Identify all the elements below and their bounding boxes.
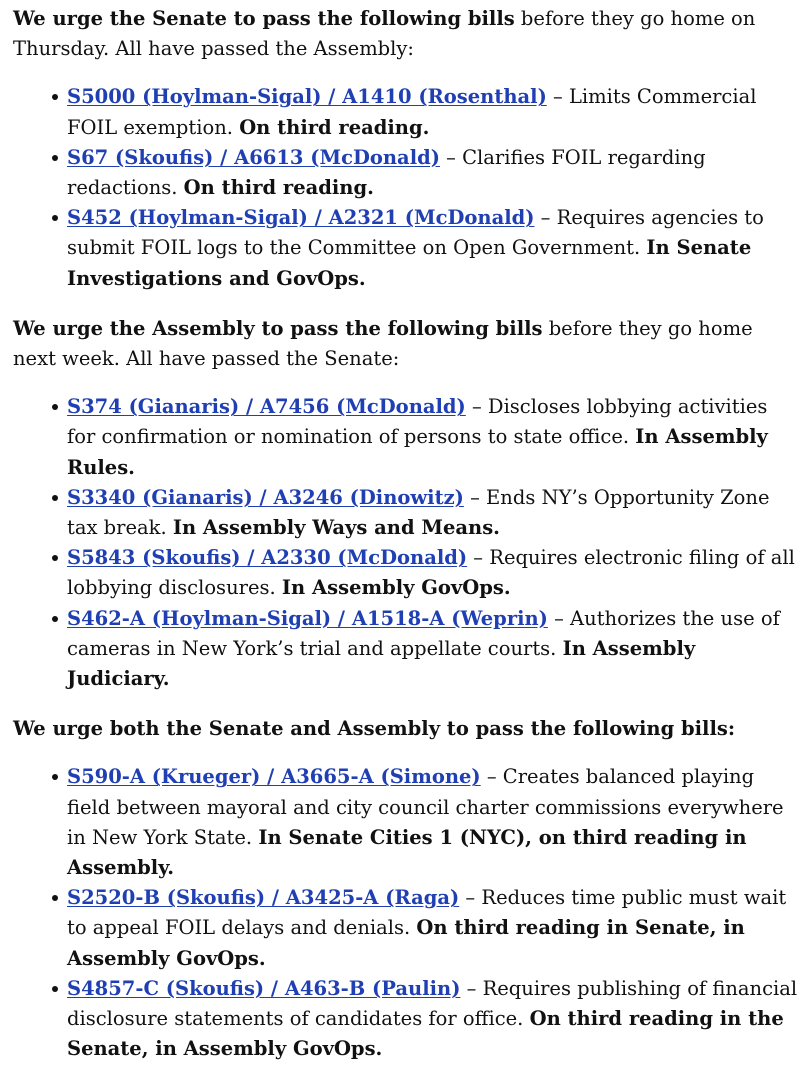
bill-status: On third reading in Senate, in Assembly GovOps. [67, 916, 745, 970]
senate-bill-list [13, 82, 798, 293]
bill-description: – Requires agencies to submit FOIL logs to the Committee on Open Government. [67, 206, 764, 260]
bill-link-s590a[interactable]: S590-A (Krueger) / A3665-A (Simone) [67, 765, 481, 789]
senate-intro-lead: We urge the Senate to pass the following bills [13, 7, 515, 30]
assembly-bill-list [13, 392, 798, 694]
bill-status: In Assembly GovOps. [281, 576, 511, 600]
bill-status: On third reading. [239, 115, 430, 139]
bill-description: – Clarifies FOIL regarding redactions. [67, 145, 706, 200]
list-item [13, 483, 798, 543]
assembly-intro-lead: We urge the Assembly to pass the following bills [13, 316, 543, 340]
list-item [13, 392, 798, 483]
bill-description: – Requires publishing of financial disclosure statements of candidates for office. [67, 976, 798, 1031]
bill-link-s4857c[interactable]: S4857-C (Skoufis) / A463-B (Paulin) [67, 976, 461, 1000]
both-bill-list [13, 762, 798, 1064]
list-item [13, 974, 798, 1065]
bill-link-s5843[interactable]: S5843 (Skoufis) / A2330 (McDonald) [67, 546, 468, 570]
bill-link-s67[interactable]: S67 (Skoufis) / A6613 (McDonald) [67, 145, 440, 169]
bill-status: In Senate Investigations and GovOps. [67, 236, 752, 290]
bill-description: – Limits Commercial FOIL exemption. [67, 85, 757, 139]
bill-status: In Senate Cities 1 (NYC), on third reading in Assembly. [67, 825, 747, 880]
list-item [13, 143, 798, 203]
assembly-intro [13, 314, 798, 374]
bill-status: In Assembly Ways and Means. [172, 516, 500, 540]
bill-link-s5000[interactable]: S5000 (Hoylman-Sigal) / A1410 (Rosenthal) [67, 85, 547, 109]
bill-link-s3340[interactable]: S3340 (Gianaris) / A3246 (Dinowitz) [67, 485, 464, 509]
bill-link-s2520b[interactable]: S2520-B (Skoufis) / A3425-A (Raga) [67, 886, 460, 910]
list-item [13, 762, 798, 883]
list-item [13, 203, 798, 294]
bill-link-s374[interactable]: S374 (Gianaris) / A7456 (McDonald) [67, 395, 466, 419]
both-intro [13, 714, 798, 744]
bill-status: On third reading. [183, 176, 374, 200]
bill-description: – Ends NY’s Opportunity Zone tax break. [67, 485, 770, 540]
bill-description: – Authorizes the use of cameras in New York’s trial and appellate courts. [67, 606, 780, 660]
bill-status: In Assembly Judiciary. [67, 636, 696, 691]
bill-link-s462a[interactable]: S462-A (Hoylman-Sigal) / A1518-A (Weprin) [67, 606, 548, 630]
list-item [13, 543, 798, 603]
bill-description: – Creates balanced playing field between mayoral and city council charter commissions everywhere in New York State. [67, 765, 784, 849]
bill-description: – Discloses lobbying activities for confirmation or nomination of persons to state office. [67, 395, 768, 449]
list-item [13, 883, 798, 974]
bill-description: – Reduces time public must wait to appeal FOIL delays and denials. [67, 886, 787, 940]
list-item [13, 604, 798, 695]
bill-status: In Assembly Rules. [67, 425, 768, 479]
list-item [13, 82, 798, 142]
senate-intro-rest: before they go home on Thursday. All have passed the Assembly: [13, 7, 756, 61]
bill-description: – Requires electronic filing of all lobbying disclosures. [67, 546, 795, 600]
senate-intro [13, 4, 798, 64]
assembly-intro-rest: before they go home next week. All have passed the Senate: [13, 316, 753, 371]
both-intro-lead: We urge both the Senate and Assembly to pass the following bills: [13, 717, 736, 741]
bill-link-s452[interactable]: S452 (Hoylman-Sigal) / A2321 (McDonald) [67, 206, 535, 230]
bill-status: On third reading in the Senate, in Assembly GovOps. [67, 1007, 784, 1061]
